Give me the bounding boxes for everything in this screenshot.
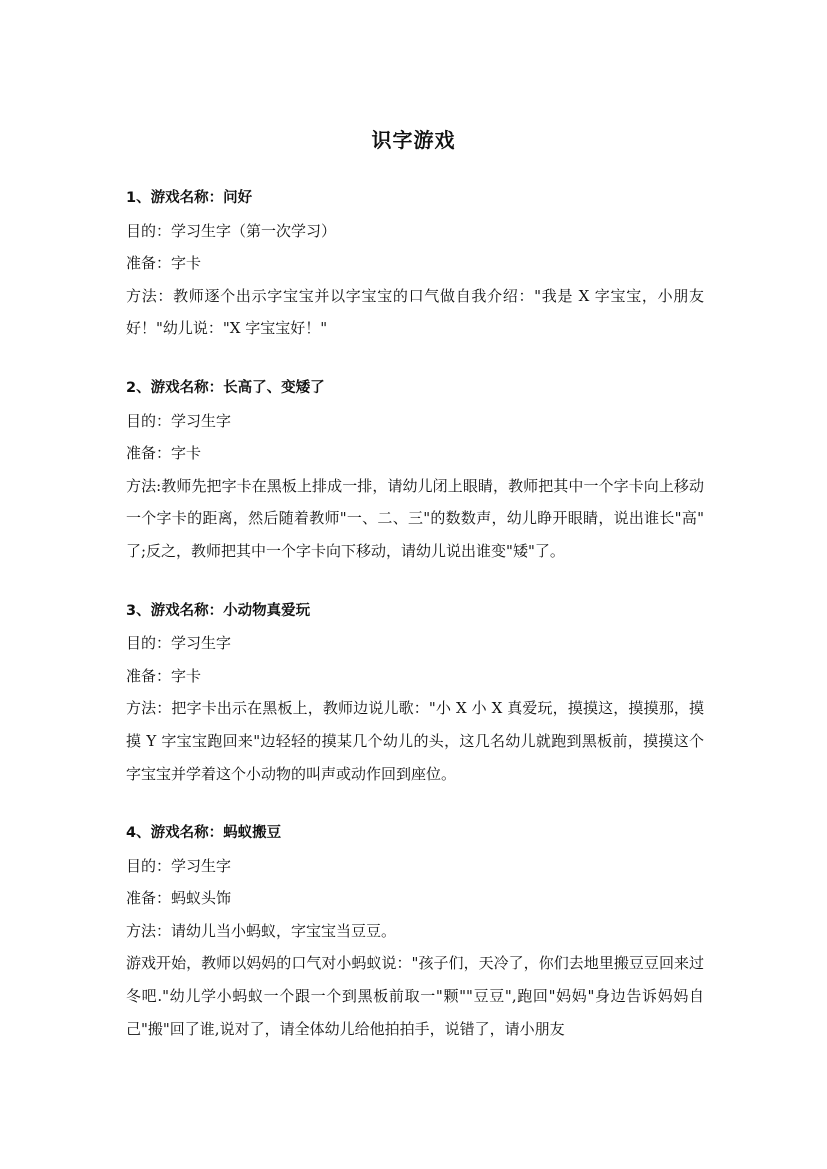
page-title: 识字游戏 [371, 128, 456, 152]
game-section-1 [126, 182, 704, 345]
game-method: 方法:教师先把字卡在黑板上排成一排，请幼儿闭上眼睛，教师把其中一个字卡向上移动一个字卡的距离，然后随着教师"一、二、三"的数数声，幼儿睁开眼睛，说出谁长"高" 了;反之，教师把其中一个字卡向下移动，请幼儿说出谁变"矮"了。 [126, 476, 704, 560]
game-preparation: 准备：字卡 [126, 254, 202, 273]
game-purpose: 目的：学习生字 [126, 411, 232, 430]
game-preparation: 准备：蚂蚁头饰 [126, 889, 232, 908]
game-purpose: 目的：学习生字（第一次学习） [126, 221, 337, 240]
game-preparation: 准备：字卡 [126, 666, 202, 685]
game-purpose: 目的：学习生字 [126, 856, 232, 875]
game-method: 方法：请幼儿当小蚂蚁，字宝宝当豆豆。 [126, 921, 397, 940]
game-section-3 [126, 595, 704, 791]
game-section-4 [126, 817, 704, 1045]
game-heading: 1、游戏名称：问好 [126, 190, 253, 206]
game-section-2 [126, 372, 704, 568]
game-method-continued: 游戏开始，教师以妈妈的口气对小蚂蚁说："孩子们，天冷了，你们去地里搬豆豆回来过冬吧."幼儿学小蚂蚁一个跟一个到黑板前取一"颗""豆豆",跑回"妈妈"身边告诉妈妈自己"搬"回了谁,说对了，请全体幼儿给他拍拍手，说错了，请小朋友 [126, 954, 704, 1038]
game-heading: 4、游戏名称：蚂蚁搬豆 [126, 825, 282, 842]
document-body [126, 182, 704, 1072]
game-heading: 2、游戏名称：长高了、变矮了 [126, 379, 325, 396]
game-heading: 3、游戏名称：小动物真爱玩 [126, 602, 311, 619]
game-method: 方法：教师逐个出示字宝宝并以字宝宝的口气做自我介绍："我是 X 字宝宝，小朋友好！"幼儿说："X 字宝宝好！" [126, 286, 704, 338]
game-preparation: 准备：字卡 [126, 444, 202, 463]
game-method: 方法：把字卡出示在黑板上，教师边说儿歌："小 X 小 X 真爱玩，摸摸这，摸摸那，摸摸 Y 字宝宝跑回来"边轻轻的摸某几个幼儿的头，这几名幼儿就跑到黑板前，摸摸这个字宝宝并学着这个小动物的叫声或动作回到座位。 [126, 699, 704, 783]
game-purpose: 目的：学习生字 [126, 634, 232, 653]
